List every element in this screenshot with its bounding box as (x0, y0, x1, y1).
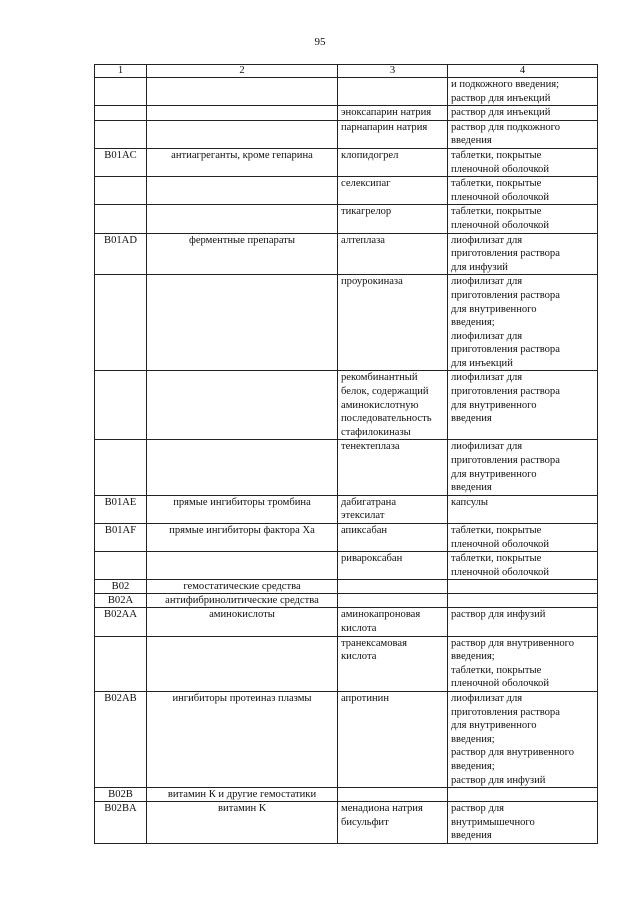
table-row (95, 106, 598, 121)
drug-name-cell: алтеплаза (338, 233, 448, 275)
dosage-form-cell: таблетки, покрытые пленочной оболочкой (448, 524, 598, 552)
atc-code-cell (95, 552, 147, 580)
group-name-cell: антиагреганты, кроме гепарина (147, 148, 338, 176)
drug-name-cell: парнапарин натрия (338, 120, 448, 148)
page-number: 95 (314, 36, 326, 48)
column-header-1: 1 (95, 65, 147, 78)
table-row (95, 691, 598, 787)
column-header-4: 4 (448, 65, 598, 78)
dosage-form-cell: раствор для внутримышечного введения (448, 802, 598, 844)
group-name-cell: витамин К (147, 802, 338, 844)
atc-code-cell (95, 275, 147, 371)
table-row (95, 788, 598, 802)
atc-code-cell: B02BA (95, 802, 147, 844)
drug-name-cell: ривароксабан (338, 552, 448, 580)
drug-name-cell (338, 78, 448, 106)
group-name-cell (147, 177, 338, 205)
dosage-form-cell: раствор для инфузий (448, 608, 598, 636)
group-name-cell (147, 552, 338, 580)
drug-name-cell: аминокапроновая кислота (338, 608, 448, 636)
drug-name-cell (338, 594, 448, 608)
table-row (95, 233, 598, 275)
dosage-form-cell: таблетки, покрытые пленочной оболочкой (448, 552, 598, 580)
dosage-form-cell: таблетки, покрытые пленочной оболочкой (448, 205, 598, 233)
atc-code-cell (95, 78, 147, 106)
atc-code-cell: B02B (95, 788, 147, 802)
atc-code-cell: B01AC (95, 148, 147, 176)
group-name-cell (147, 371, 338, 440)
table-row (95, 371, 598, 440)
atc-code-cell (95, 440, 147, 495)
dosage-form-cell: и подкожного введения; раствор для инъекций (448, 78, 598, 106)
dosage-form-cell: таблетки, покрытые пленочной оболочкой (448, 148, 598, 176)
drug-name-cell: транексамовая кислота (338, 636, 448, 691)
atc-code-cell (95, 371, 147, 440)
atc-code-cell: B01AE (95, 495, 147, 523)
table-row (95, 148, 598, 176)
table-row (95, 495, 598, 523)
drug-name-cell: эноксапарин натрия (338, 106, 448, 121)
atc-code-cell: B02A (95, 594, 147, 608)
drug-name-cell (338, 580, 448, 594)
drug-name-cell: рекомбинантный белок, содержащий аминокислотную последовательность стафилокиназы (338, 371, 448, 440)
dosage-form-cell (448, 594, 598, 608)
group-name-cell (147, 440, 338, 495)
table-row (95, 120, 598, 148)
drug-name-cell: селексипаг (338, 177, 448, 205)
dosage-form-cell (448, 788, 598, 802)
header-row (95, 65, 598, 78)
dosage-form-cell: капсулы (448, 495, 598, 523)
group-name-cell: гемостатические средства (147, 580, 338, 594)
drug-name-cell: дабигатрана этексилат (338, 495, 448, 523)
dosage-form-cell: лиофилизат для приготовления раствора для внутривенного введения; раствор для внутривенного введения; раствор для инфузий (448, 691, 598, 787)
dosage-form-cell: лиофилизат для приготовления раствора для внутривенного введения; лиофилизат для приготовления раствора для инъекций (448, 275, 598, 371)
atc-code-cell (95, 120, 147, 148)
dosage-form-cell: раствор для инъекций (448, 106, 598, 121)
table-row (95, 580, 598, 594)
dosage-form-cell: раствор для внутривенного введения; таблетки, покрытые пленочной оболочкой (448, 636, 598, 691)
atc-code-cell: B01AF (95, 524, 147, 552)
drug-name-cell: апиксабан (338, 524, 448, 552)
table-row (95, 608, 598, 636)
group-name-cell (147, 205, 338, 233)
drug-name-cell: апротинин (338, 691, 448, 787)
table-row (95, 802, 598, 844)
table-row (95, 275, 598, 371)
atc-code-cell (95, 106, 147, 121)
dosage-form-cell: таблетки, покрытые пленочной оболочкой (448, 177, 598, 205)
drug-name-cell: проурокиназа (338, 275, 448, 371)
atc-code-cell: B02 (95, 580, 147, 594)
table-row (95, 440, 598, 495)
group-name-cell (147, 106, 338, 121)
group-name-cell: ингибиторы протеиназ плазмы (147, 691, 338, 787)
dosage-form-cell: раствор для подкожного введения (448, 120, 598, 148)
drug-name-cell: клопидогрел (338, 148, 448, 176)
dosage-form-cell (448, 580, 598, 594)
group-name-cell: прямые ингибиторы тромбина (147, 495, 338, 523)
drug-name-cell: тенектеплаза (338, 440, 448, 495)
atc-code-cell (95, 636, 147, 691)
atc-code-cell: B01AD (95, 233, 147, 275)
table-row (95, 78, 598, 106)
atc-code-cell: B02AA (95, 608, 147, 636)
group-name-cell: аминокислоты (147, 608, 338, 636)
group-name-cell: антифибринолитические средства (147, 594, 338, 608)
column-header-3: 3 (338, 65, 448, 78)
atc-code-cell (95, 205, 147, 233)
table-row (95, 177, 598, 205)
group-name-cell (147, 275, 338, 371)
drug-name-cell: тикагрелор (338, 205, 448, 233)
group-name-cell: ферментные препараты (147, 233, 338, 275)
group-name-cell: витамин К и другие гемостатики (147, 788, 338, 802)
table-row (95, 524, 598, 552)
atc-code-cell (95, 177, 147, 205)
column-header-2: 2 (147, 65, 338, 78)
group-name-cell (147, 78, 338, 106)
atc-code-cell: B02AB (95, 691, 147, 787)
table-row (95, 205, 598, 233)
dosage-form-cell: лиофилизат для приготовления раствора для внутривенного введения (448, 371, 598, 440)
drug-name-cell: менадиона натрия бисульфит (338, 802, 448, 844)
group-name-cell (147, 636, 338, 691)
dosage-form-cell: лиофилизат для приготовления раствора для внутривенного введения (448, 440, 598, 495)
dosage-form-cell: лиофилизат для приготовления раствора для инфузий (448, 233, 598, 275)
table-row (95, 594, 598, 608)
table-row (95, 636, 598, 691)
group-name-cell: прямые ингибиторы фактора Xa (147, 524, 338, 552)
medication-table (94, 64, 598, 844)
table-row (95, 552, 598, 580)
drug-name-cell (338, 788, 448, 802)
group-name-cell (147, 120, 338, 148)
